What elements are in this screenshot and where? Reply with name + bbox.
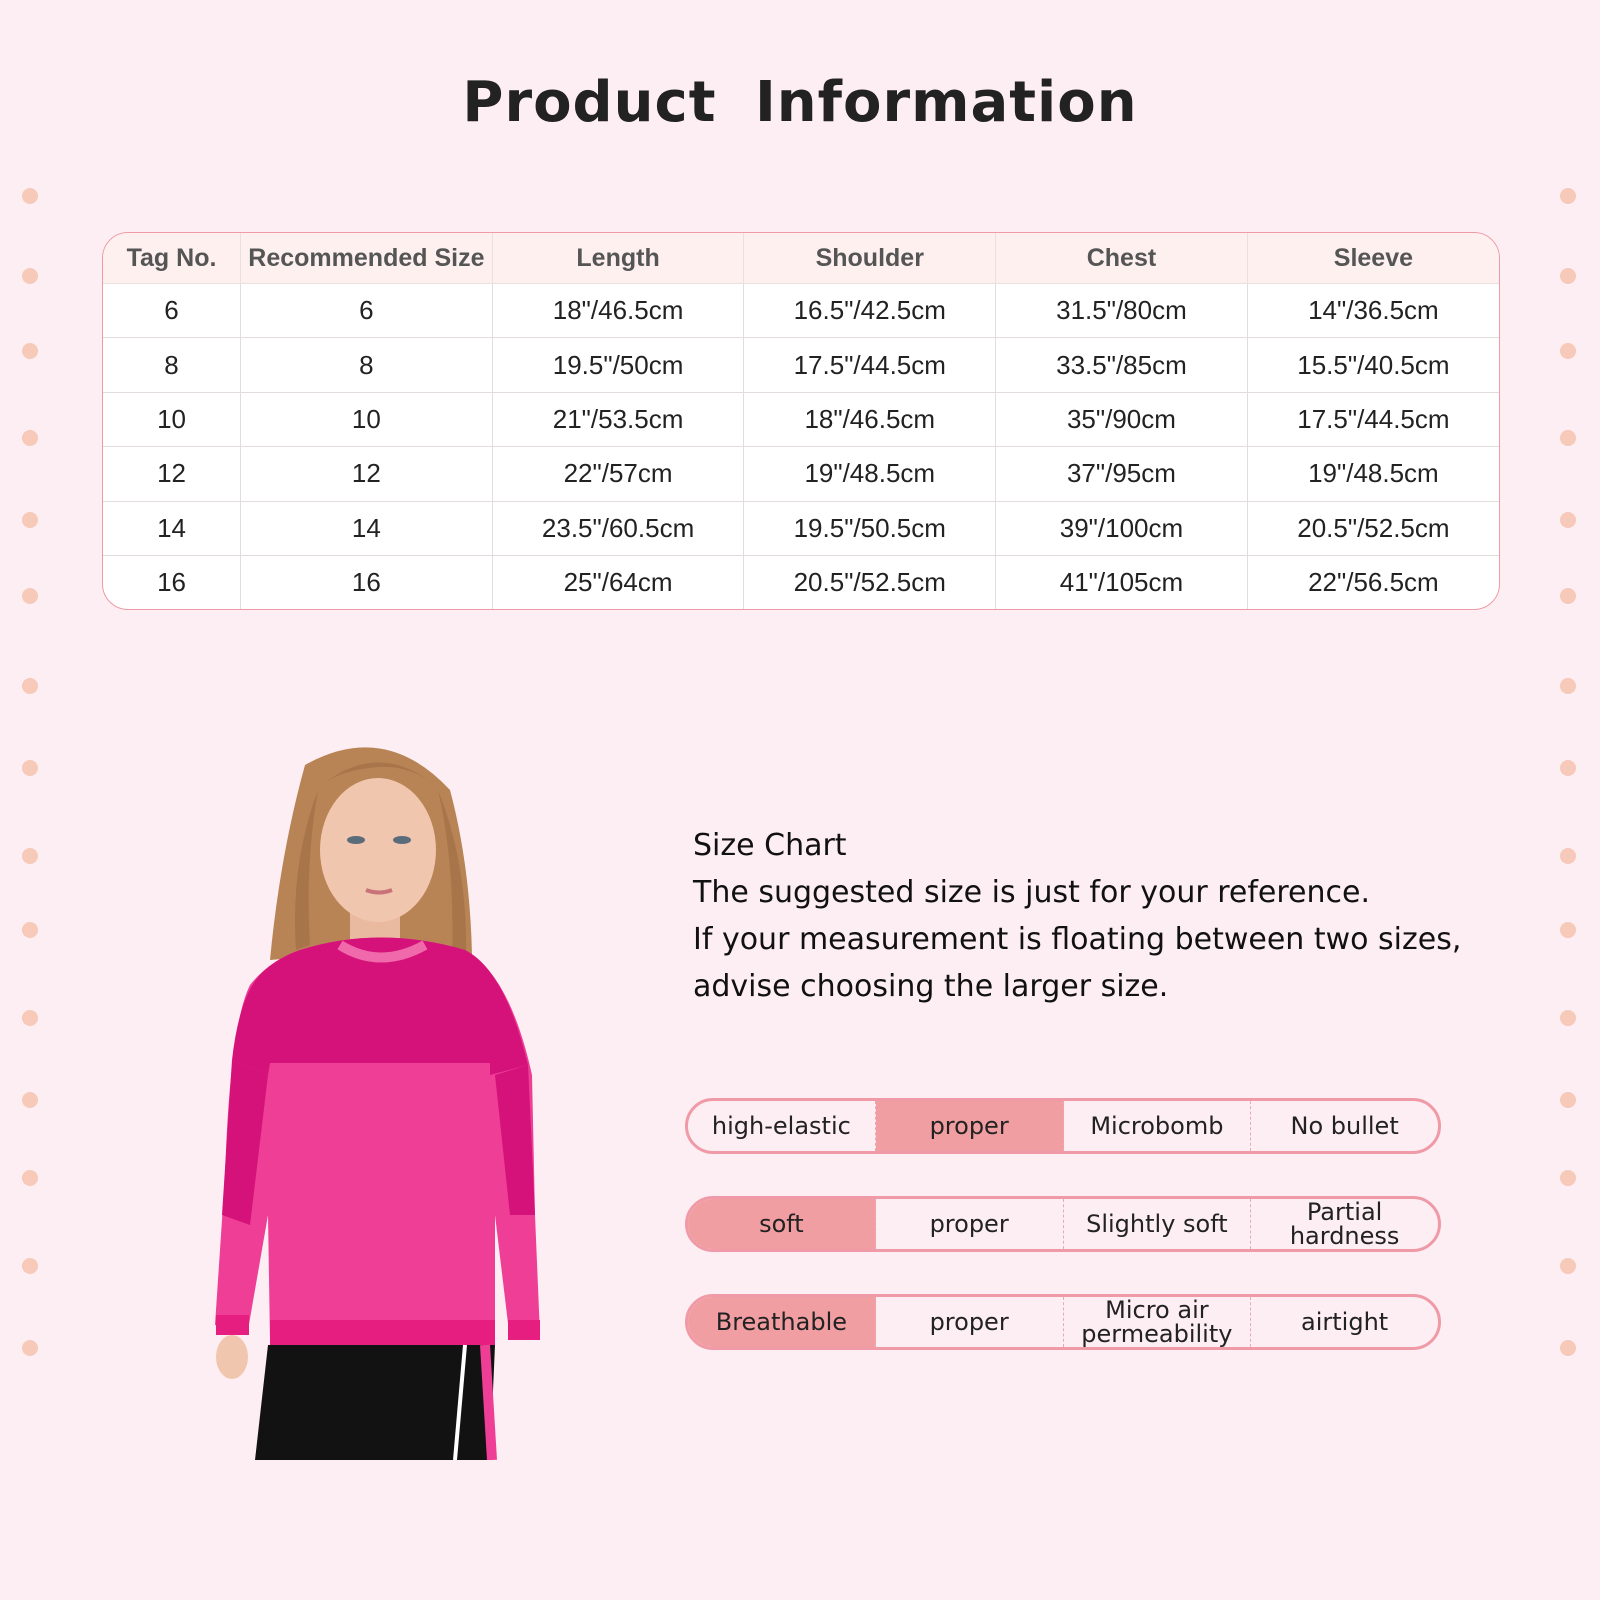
scale-option: Microbomb	[1064, 1101, 1252, 1151]
header-chest: Chest	[996, 233, 1248, 284]
cell-tag-no: 14	[103, 501, 241, 555]
decorative-dot	[1560, 430, 1576, 446]
cell-chest: 35"/90cm	[996, 392, 1248, 446]
header-length: Length	[492, 233, 744, 284]
cell-chest: 37"/95cm	[996, 447, 1248, 501]
cell-tag-no: 8	[103, 338, 241, 392]
decorative-dot	[1560, 1258, 1576, 1274]
cell-sleeve: 20.5"/52.5cm	[1247, 501, 1499, 555]
cell-chest: 39"/100cm	[996, 501, 1248, 555]
cell-sleeve: 22"/56.5cm	[1308, 566, 1439, 597]
decorative-dot	[22, 922, 38, 938]
table-row	[103, 392, 1499, 446]
description-line: If your measurement is floating between two sizes,	[693, 922, 1462, 957]
cell-shoulder: 19.5"/50.5cm	[744, 501, 996, 555]
decorative-dot	[22, 512, 38, 528]
decorative-dot	[22, 1092, 38, 1108]
decorative-dot	[1560, 1340, 1576, 1356]
cell-sleeve: 19"/48.5cm	[1247, 447, 1499, 501]
cell-recommended-size: 6	[241, 284, 493, 338]
decorative-dot	[22, 1170, 38, 1186]
cell-recommended-size: 8	[241, 338, 493, 392]
decorative-dot	[22, 760, 38, 776]
cell-shoulder: 16.5"/42.5cm	[744, 284, 996, 338]
scale-option: proper	[876, 1199, 1064, 1249]
cell-shoulder: 19"/48.5cm	[744, 447, 996, 501]
cell-length: 23.5"/60.5cm	[492, 501, 744, 555]
cell-length: 25"/64cm	[492, 555, 744, 609]
cell-chest: 41"/105cm	[996, 555, 1248, 609]
table-row	[103, 555, 1499, 609]
softness-scale	[685, 1196, 1441, 1252]
decorative-dot	[1560, 1092, 1576, 1108]
cell-sleeve: 15.5"/40.5cm	[1247, 338, 1499, 392]
cell-shoulder: 18"/46.5cm	[744, 392, 996, 446]
decorative-dot	[22, 1340, 38, 1356]
scale-option: airtight	[1301, 1308, 1389, 1336]
decorative-dot	[22, 848, 38, 864]
table-row	[103, 501, 1499, 555]
cell-recommended-size: 12	[241, 447, 493, 501]
cell-length: 22"/57cm	[492, 447, 744, 501]
decorative-dot	[1560, 848, 1576, 864]
cell-sleeve: 14"/36.5cm	[1247, 284, 1499, 338]
table-row	[103, 284, 1499, 338]
cell-recommended-size: 10	[241, 392, 493, 446]
header-shoulder: Shoulder	[744, 233, 996, 284]
cell-length: 21"/53.5cm	[492, 392, 744, 446]
size-table	[102, 232, 1500, 610]
header-recommended-size: Recommended Size	[241, 233, 493, 284]
description-line: The suggested size is just for your reference.	[693, 875, 1370, 910]
model-photo	[210, 745, 555, 1460]
description-heading: Size Chart	[693, 828, 847, 863]
table-row	[103, 338, 1499, 392]
cell-shoulder: 20.5"/52.5cm	[744, 555, 996, 609]
scale-option: No bullet	[1290, 1112, 1399, 1140]
decorative-dot	[1560, 588, 1576, 604]
page-title: Product Information	[462, 70, 1138, 135]
cell-recommended-size: 16	[241, 555, 493, 609]
scale-option: Partial hardness	[1289, 1198, 1400, 1250]
cell-shoulder: 17.5"/44.5cm	[744, 338, 996, 392]
scale-option: proper	[876, 1297, 1064, 1347]
scale-option-selected: Breathable	[688, 1297, 876, 1347]
elasticity-scale	[685, 1098, 1441, 1154]
header-sleeve: Sleeve	[1247, 233, 1499, 284]
cell-length: 18"/46.5cm	[492, 284, 744, 338]
decorative-dot	[1560, 1170, 1576, 1186]
cell-tag-no: 10	[103, 392, 241, 446]
scale-option-selected: soft	[688, 1199, 876, 1249]
breathability-scale	[685, 1294, 1441, 1350]
decorative-dot	[1560, 512, 1576, 528]
table-header-row	[103, 233, 1499, 284]
cell-chest: 33.5"/85cm	[996, 338, 1248, 392]
scale-option: Slightly soft	[1064, 1199, 1252, 1249]
table-row	[103, 447, 1499, 501]
decorative-dot	[22, 678, 38, 694]
scale-option: high-elastic	[688, 1101, 876, 1151]
decorative-dot	[1560, 188, 1576, 204]
cell-sleeve: 17.5"/44.5cm	[1247, 392, 1499, 446]
scale-option: Micro air permeability	[1064, 1297, 1252, 1347]
scale-option-selected: proper	[876, 1101, 1064, 1151]
decorative-dot	[1560, 760, 1576, 776]
decorative-dot	[22, 343, 38, 359]
decorative-dot	[1560, 922, 1576, 938]
description-line: advise choosing the larger size.	[693, 969, 1169, 1004]
decorative-dot	[1560, 343, 1576, 359]
cell-recommended-size: 14	[241, 501, 493, 555]
decorative-dot	[22, 1258, 38, 1274]
decorative-dot	[22, 188, 38, 204]
decorative-dot	[22, 1010, 38, 1026]
decorative-dot	[22, 430, 38, 446]
header-tag-no: Tag No.	[103, 233, 241, 284]
cell-tag-no: 6	[103, 284, 241, 338]
cell-tag-no: 12	[103, 447, 241, 501]
cell-chest: 31.5"/80cm	[996, 284, 1248, 338]
decorative-dot	[22, 268, 38, 284]
size-chart-description	[693, 822, 1513, 1010]
decorative-dot	[1560, 678, 1576, 694]
decorative-dot	[22, 588, 38, 604]
decorative-dot	[1560, 1010, 1576, 1026]
decorative-dot	[1560, 268, 1576, 284]
cell-length: 19.5"/50cm	[492, 338, 744, 392]
cell-tag-no: 16	[103, 555, 241, 609]
